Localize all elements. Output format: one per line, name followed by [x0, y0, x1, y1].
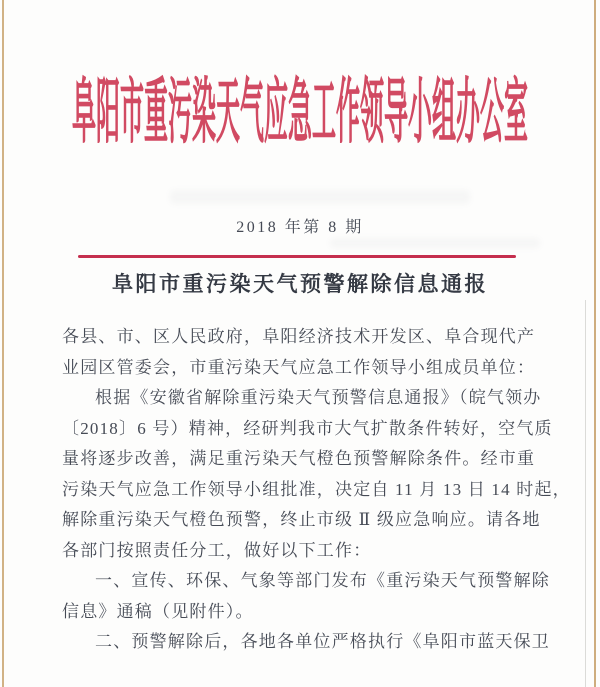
issuing-office-title-text: 阜阳市重污染天气应急工作领导小组办公室 — [72, 77, 528, 154]
body-line: 污染天气应急工作领导小组批准，决定自 11 月 13 日 14 时起， — [62, 479, 571, 499]
body-line: 二、预警解除后，各地各单位严格执行《阜阳市蓝天保卫 — [95, 632, 550, 651]
body-line: 一、宣传、环保、气象等部门发布《重污染天气预警解除 — [95, 571, 550, 590]
page-edge-shadow — [585, 300, 586, 687]
body-line: 解除重污染天气橙色预警，终止市级 Ⅱ 级应急响应。请各地 — [62, 510, 541, 529]
red-divider-line — [78, 255, 516, 258]
body-line: 根据《安徽省解除重污染天气预警信息通报》（皖气领办 — [95, 388, 542, 407]
body-line: 量将逐步改善，满足重污染天气橙色预警解除条件。经市重 — [62, 449, 536, 468]
body-line: 业园区管委会，市重污染天气应急工作领导小组成员单位： — [62, 357, 536, 377]
body-line: 各部门按照责任分工，做好以下工作： — [62, 540, 372, 560]
body-line: 各县、市、区人民政府，阜阳经济技术开发区、阜合现代产 — [62, 327, 536, 346]
document-body — [62, 322, 571, 658]
body-line: 〔2018〕6 号）精神，经研判我市大气扩散条件转好，空气质 — [62, 418, 553, 438]
document-title: 阜阳市重污染天气预警解除信息通报 — [112, 272, 488, 296]
issuing-office-title — [0, 77, 600, 154]
scan-bleed-artifact — [330, 238, 540, 248]
issue-number: 2018 年第 8 期 — [236, 219, 364, 236]
body-line: 信息》通稿（见附件）。 — [62, 601, 254, 621]
scan-bleed-artifact — [170, 190, 470, 204]
